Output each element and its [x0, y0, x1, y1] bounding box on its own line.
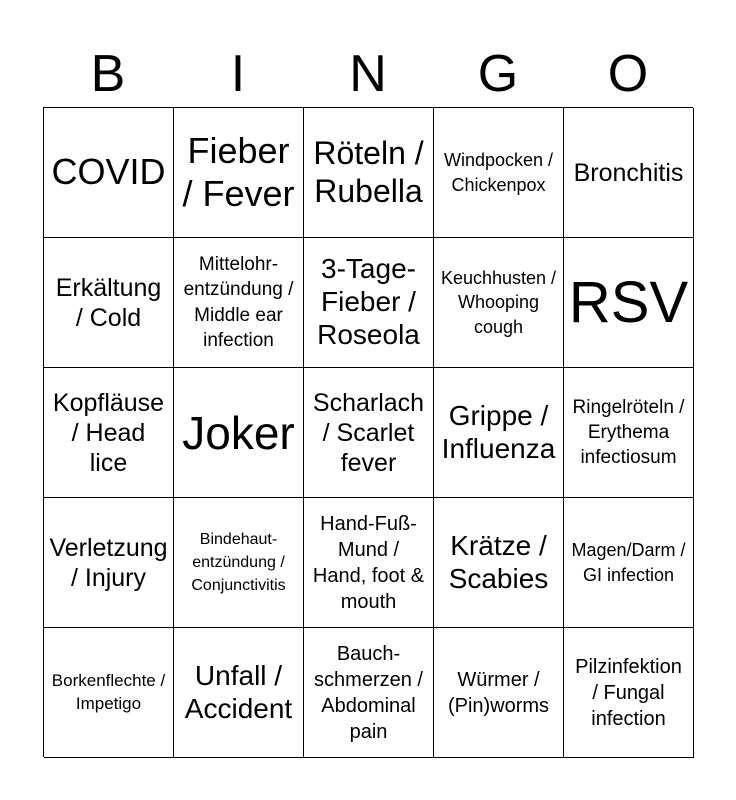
bingo-cell[interactable]: [434, 368, 564, 498]
bingo-cell[interactable]: [44, 368, 174, 498]
cell-label: Grippe / Influenza: [441, 399, 556, 464]
cell-label: Joker: [182, 406, 295, 459]
bingo-cell[interactable]: [174, 108, 304, 238]
bingo-cell[interactable]: [44, 628, 174, 758]
cell-label: Erkältung / Cold: [55, 273, 162, 332]
header-letter-b: B: [90, 45, 126, 103]
bingo-cell[interactable]: [304, 498, 434, 628]
bingo-cell[interactable]: [174, 628, 304, 758]
bingo-cell[interactable]: [564, 368, 694, 498]
cell-label: Magen/Darm / GI infection: [571, 540, 686, 585]
bingo-cell[interactable]: [434, 628, 564, 758]
cell-label: Windpocken / Chickenpox: [443, 150, 554, 195]
cell-label: Bauch-schmerzen / Abdominal pain: [314, 642, 423, 743]
bingo-cell[interactable]: [174, 238, 304, 368]
bingo-cell[interactable]: [44, 498, 174, 628]
bingo-cell[interactable]: [174, 368, 304, 498]
header-letter-o: O: [607, 45, 649, 103]
bingo-cell[interactable]: [44, 238, 174, 368]
bingo-cell[interactable]: [304, 628, 434, 758]
cell-label: Keuchhusten / Whooping cough: [440, 268, 557, 337]
cell-label: Pilzinfektion / Fungal infection: [575, 655, 682, 730]
header-letter-g: G: [477, 45, 519, 103]
cell-label: Mittelohr-entzündung / Middle ear infection: [183, 254, 294, 351]
cell-label: 3-Tage-Fieber / Roseola: [317, 253, 420, 350]
cell-label: Fieber / Fever: [182, 130, 295, 214]
bingo-cell[interactable]: [434, 238, 564, 368]
cell-label: Ringelröteln / Erythema infectiosum: [572, 396, 685, 469]
cell-label: Würmer / (Pin)worms: [447, 668, 550, 717]
bingo-cell[interactable]: [564, 238, 694, 368]
cell-label: RSV: [568, 269, 689, 335]
cell-label: Bindehaut-entzündung / Conjunctivitis: [191, 530, 286, 595]
cell-label: Scharlach / Scarlet fever: [312, 388, 425, 477]
bingo-cell[interactable]: [434, 108, 564, 238]
bingo-cell[interactable]: [44, 108, 174, 238]
bingo-cell[interactable]: [304, 108, 434, 238]
cell-label: Krätze / Scabies: [448, 529, 549, 594]
bingo-cell[interactable]: [564, 628, 694, 758]
bingo-cell[interactable]: [564, 498, 694, 628]
cell-label: Hand-Fuß-Mund / Hand, foot & mouth: [312, 512, 425, 613]
bingo-header: [43, 40, 693, 108]
header-letter-n: N: [349, 45, 387, 103]
header-letter-i: I: [230, 45, 246, 103]
cell-label: COVID: [51, 151, 166, 193]
bingo-cell[interactable]: [304, 368, 434, 498]
cell-label: Röteln / Rubella: [313, 135, 424, 209]
cell-label: Borkenflechte / Impetigo: [51, 670, 166, 713]
cell-label: Bronchitis: [573, 158, 684, 187]
bingo-cell[interactable]: [564, 108, 694, 238]
bingo-card: [43, 107, 693, 757]
cell-label: Kopfläuse / Head lice: [52, 388, 165, 477]
bingo-cell[interactable]: [304, 238, 434, 368]
bingo-cell[interactable]: [434, 498, 564, 628]
cell-label: Unfall / Accident: [184, 659, 293, 724]
bingo-cell[interactable]: [174, 498, 304, 628]
cell-label: Verletzung / Injury: [49, 533, 168, 592]
